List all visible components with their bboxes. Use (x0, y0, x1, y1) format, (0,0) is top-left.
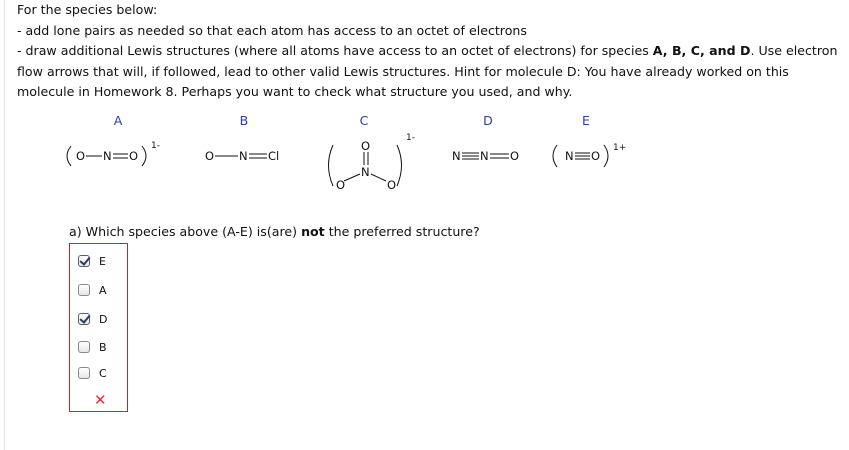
species-letter-d: D (483, 113, 493, 128)
structure-b (205, 149, 279, 163)
instructions-lewis-post: . Use electron flow arrows that will, if followed, lead to other valid Lewis structures. Hint for molecule D: You have already worked on this molecule in Homework 8. Perhaps you want to check what structure you used, and why. (17, 43, 838, 99)
incorrect-x-icon: ✕ (94, 391, 107, 409)
option-b[interactable] (78, 339, 107, 355)
atom-d-n2: N (480, 149, 489, 163)
bracket-left-e (553, 145, 557, 167)
option-label-c: C (99, 366, 107, 380)
instructions-intro: For the species below: (17, 2, 158, 17)
species-letter-c: C (359, 113, 369, 128)
atom-e-n: N (565, 149, 574, 163)
atom-c-n: N (361, 165, 370, 179)
bracket-left-c (329, 145, 334, 186)
instructions-lewis-species: A, B, C, and D (652, 43, 751, 58)
species-letter-b: B (239, 113, 249, 128)
atom-d-n1: N (452, 149, 461, 163)
chemical-structures (0, 0, 849, 200)
atom-a-o2: O (129, 149, 139, 163)
checkbox-b[interactable] (78, 341, 90, 353)
species-letter-a: A (113, 113, 123, 128)
question-post: the preferred structure? (324, 224, 480, 239)
answer-options-box (69, 243, 128, 412)
structure-a (67, 141, 160, 166)
bond-c-right (371, 174, 386, 181)
atom-b-n: N (239, 149, 248, 163)
checkbox-c[interactable] (78, 367, 90, 379)
atom-c-o-top: O (361, 139, 371, 153)
bracket-right-e (604, 145, 608, 167)
bond-c-left (344, 174, 360, 181)
checkbox-d[interactable] (78, 313, 90, 325)
checkbox-a[interactable] (78, 284, 90, 296)
atom-b-o: O (205, 149, 215, 163)
atom-a-n: N (103, 149, 112, 163)
structure-c (329, 133, 415, 192)
option-d[interactable] (78, 311, 107, 327)
species-letter-e: E (582, 113, 590, 128)
option-e[interactable] (78, 253, 106, 269)
option-label-e: E (99, 254, 106, 268)
atom-c-o-left: O (336, 178, 346, 192)
question-pre: a) Which species above (A-E) is(are) (69, 224, 302, 239)
structure-e (553, 143, 626, 167)
option-label-d: D (99, 312, 108, 326)
bracket-right-a (142, 146, 146, 166)
instructions-lone-pairs: - add lone pairs as needed so that each atom has access to an octet of electrons (17, 22, 527, 38)
question-text (69, 224, 480, 239)
question-bold: not (301, 224, 325, 239)
instructions-lewis-pre: - draw additional Lewis structures (where all atoms have access to an octet of electrons) for species (17, 43, 653, 58)
option-a[interactable] (78, 282, 107, 298)
charge-c: 1- (406, 133, 415, 143)
charge-e: 1+ (613, 143, 627, 153)
atom-a-o1: O (76, 149, 86, 163)
option-label-a: A (99, 283, 107, 297)
bracket-left-a (67, 146, 71, 166)
bracket-right-c (397, 145, 402, 186)
charge-a: 1- (151, 141, 160, 151)
atom-d-o: O (510, 149, 520, 163)
atom-c-o-right: O (387, 178, 397, 192)
structure-d (452, 149, 519, 163)
atom-b-cl: Cl (268, 149, 280, 163)
atom-e-o: O (591, 149, 601, 163)
option-label-b: B (99, 340, 107, 354)
option-c[interactable] (78, 365, 107, 381)
checkbox-e[interactable] (78, 255, 90, 267)
